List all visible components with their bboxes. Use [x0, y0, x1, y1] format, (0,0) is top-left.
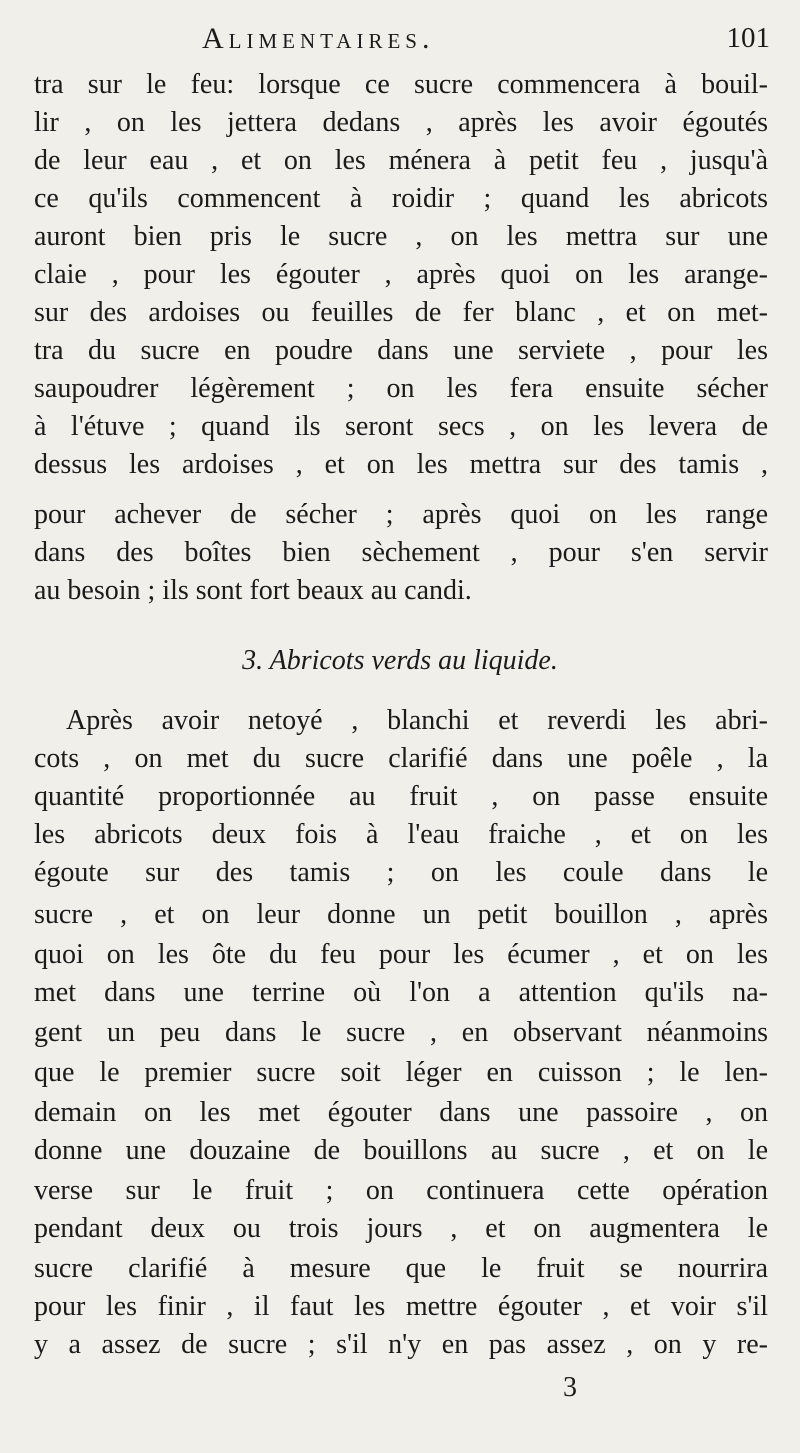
section-heading: 3. Abricots verds au liquide.	[242, 645, 558, 676]
text-line: pour les finir , il faut les mettre égouter , et voir s'il	[34, 1291, 768, 1322]
text-line: met dans une terrine où l'on a attention qu'ils na-	[34, 977, 768, 1008]
text-line: dans des boîtes bien sèchement , pour s'en servir	[34, 537, 768, 568]
text-line: claie , pour les égouter , après quoi on les arange-	[34, 259, 768, 290]
text-line: sucre , et on leur donne un petit bouillon , après	[34, 899, 768, 930]
text-line: lir , on les jettera dedans , après les avoir égoutés	[34, 107, 768, 138]
text-line: demain on les met égouter dans une passoire , on	[34, 1097, 768, 1128]
text-line: quantité proportionnée au fruit , on passe ensuite	[34, 781, 768, 812]
text-line: pour achever de sécher ; après quoi on les range	[34, 499, 768, 530]
text-line: que le premier sucre soit léger en cuisson ; le len-	[34, 1057, 768, 1088]
text-line: Après avoir netoyé , blanchi et reverdi les abri-	[66, 705, 768, 736]
text-line: dessus les ardoises , et on les mettra sur des tamis ,	[34, 449, 768, 480]
text-line: sur des ardoises ou feuilles de fer blanc , et on met-	[34, 297, 768, 328]
text-line: saupoudrer légèrement ; on les fera ensuite sécher	[34, 373, 768, 404]
text-line: donne une douzaine de bouillons au sucre , et on le	[34, 1135, 768, 1166]
text-line: les abricots deux fois à l'eau fraiche , et on les	[34, 819, 768, 850]
page-number: 101	[726, 22, 770, 54]
text-line: cots , on met du sucre clarifié dans une poêle , la	[34, 743, 768, 774]
text-line: tra sur le feu: lorsque ce sucre commencera à bouil-	[34, 69, 768, 100]
text-line: verse sur le fruit ; on continuera cette opération	[34, 1175, 768, 1206]
text-line: ce qu'ils commencent à roidir ; quand les abricots	[34, 183, 768, 214]
text-line: tra du sucre en poudre dans une serviete , pour les	[34, 335, 768, 366]
signature-mark: 3	[563, 1372, 577, 1403]
page-header	[0, 22, 800, 62]
text-line: pendant deux ou trois jours , et on augmentera le	[34, 1213, 768, 1244]
text-line: égoute sur des tamis ; on les coule dans le	[34, 857, 768, 888]
text-line: y a assez de sucre ; s'il n'y en pas assez , on y re-	[34, 1329, 768, 1360]
text-line: auront bien pris le sucre , on les mettra sur une	[34, 221, 768, 252]
text-line: de leur eau , et on les ménera à petit feu , jusqu'à	[34, 145, 768, 176]
text-line: sucre clarifié à mesure que le fruit se nourrira	[34, 1253, 768, 1284]
text-line: quoi on les ôte du feu pour les écumer , et on les	[34, 939, 768, 970]
text-line: gent un peu dans le sucre , en observant néanmoins	[34, 1017, 768, 1048]
running-title: Alimentaires.	[202, 22, 435, 55]
text-line: à l'étuve ; quand ils seront secs , on les levera de	[34, 411, 768, 442]
text-line: au besoin ; ils sont fort beaux au candi.	[34, 575, 472, 606]
